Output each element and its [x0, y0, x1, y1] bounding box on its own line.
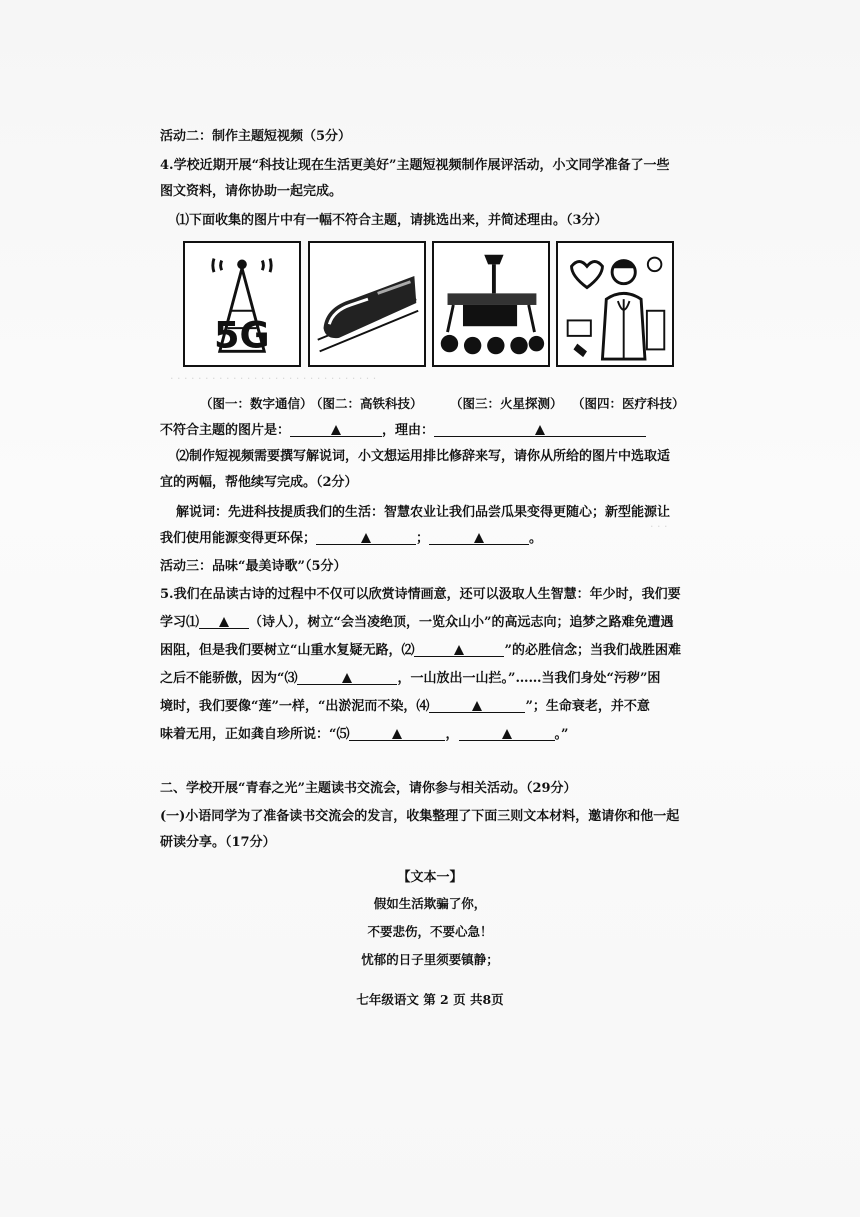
verse-blank-5b[interactable] [459, 726, 555, 741]
poet-blank[interactable] [199, 614, 249, 629]
poem-line-1: 假如生活欺骗了你， [373, 896, 487, 911]
text1-title: 【文本一】 [397, 870, 463, 885]
q4-answer-line: 不符合主题的图片是： ，理由： [160, 422, 646, 440]
verse-blank-4[interactable] [429, 698, 525, 713]
image-strip [183, 241, 676, 369]
caption-4: （图四：医疗科技） [572, 396, 685, 411]
figure-3 [432, 241, 550, 367]
q4-sub2-line1: ⑵制作短视频需要撰写解说词，小文想运用排比修辞来写，请你从所给的图片中选取适 [176, 449, 671, 464]
q5-line2: 学习⑴ （诗人），树立“会当凌绝顶，一览众山小”的高远志向；追梦之路难免遭遇 [160, 615, 674, 630]
q5-line5: 境时，我们要像“莲”一样，“出淤泥而不染，⑷ ”；生命衰老，并不意 [160, 699, 650, 714]
q4-line2: 图文资料，请你协助一起完成。 [160, 184, 343, 199]
q5-line6: 味着无用，正如龚自珍所说：“⑸ ， 。” [160, 727, 569, 742]
caption-3: （图三：火星探测） [450, 396, 563, 411]
q4-sub1: ⑴下面收集的图片中有一幅不符合主题，请挑选出来，并简述理由。（3分） [176, 213, 608, 228]
page-footer: 七年级语文 第 2 页 共8页 [356, 992, 504, 1007]
answer-blank-picture[interactable] [290, 422, 382, 437]
q4-line1: 4.学校近期开展“科技让现在生活更美好”主题短视频制作展评活动，小文同学准备了一些 [160, 158, 670, 173]
poem-line-2: 不要悲伤，不要心急！ [367, 924, 493, 939]
figure-4 [556, 241, 674, 367]
poem-line-3: 忧郁的日子里须要镇静； [361, 952, 499, 967]
q5-line4: 之后不能骄傲，因为“⑶ ，一山放出一山拦。”……当我们身处“污秽”困 [160, 671, 661, 686]
jieshuo-blank-2[interactable] [429, 530, 529, 545]
figure-2 [308, 241, 426, 367]
verse-blank-2[interactable] [414, 642, 504, 657]
jieshuo-line1: 解说词：先进科技提质我们的生活：智慧农业让我们品尝瓜果变得更随心；新型能源让 [176, 505, 671, 520]
high-speed-train-icon [310, 243, 424, 365]
jieshuo-line2: 我们使用能源变得更环保； ； 。 [160, 531, 543, 546]
caption-2: （图二：高铁科技） [310, 396, 423, 411]
verse-blank-5a[interactable] [349, 726, 445, 741]
activity2-title: 活动二：制作主题短视频（5分） [160, 129, 352, 144]
verse-blank-3[interactable] [297, 670, 397, 685]
doctor-icon [558, 243, 672, 365]
q5-line3: 困阻，但是我们要树立“山重水复疑无路，⑵ ”的必胜信念；当我们战胜困难 [160, 643, 681, 658]
figure-1 [183, 241, 301, 367]
section2-sub-line2: 研读分享。（17分） [160, 835, 276, 850]
5g-tower-icon [185, 243, 299, 365]
svg-text:5G: 5G [213, 313, 270, 357]
caption-1: （图一：数字通信） [200, 396, 313, 411]
q4-sub2-line2: 宜的两幅，帮他续写完成。（2分） [160, 475, 358, 490]
section2-sub-line1: (一)小语同学为了准备读书交流会的发言，收集整理了下面三则文本材料，邀请你和他一起 [160, 809, 680, 824]
section2-title: 二、学校开展“青春之光”主题读书交流会，请你参与相关活动。（29分） [160, 781, 577, 796]
jieshuo-blank-1[interactable] [316, 530, 416, 545]
q5-line1: 5.我们在品读古诗的过程中不仅可以欣赏诗情画意，还可以汲取人生智慧：年少时，我们要 [160, 587, 681, 602]
mars-rover-icon [434, 243, 548, 365]
answer-blank-reason[interactable] [434, 422, 646, 437]
activity3-title: 活动三：品味“最美诗歌”（5分） [160, 559, 347, 574]
